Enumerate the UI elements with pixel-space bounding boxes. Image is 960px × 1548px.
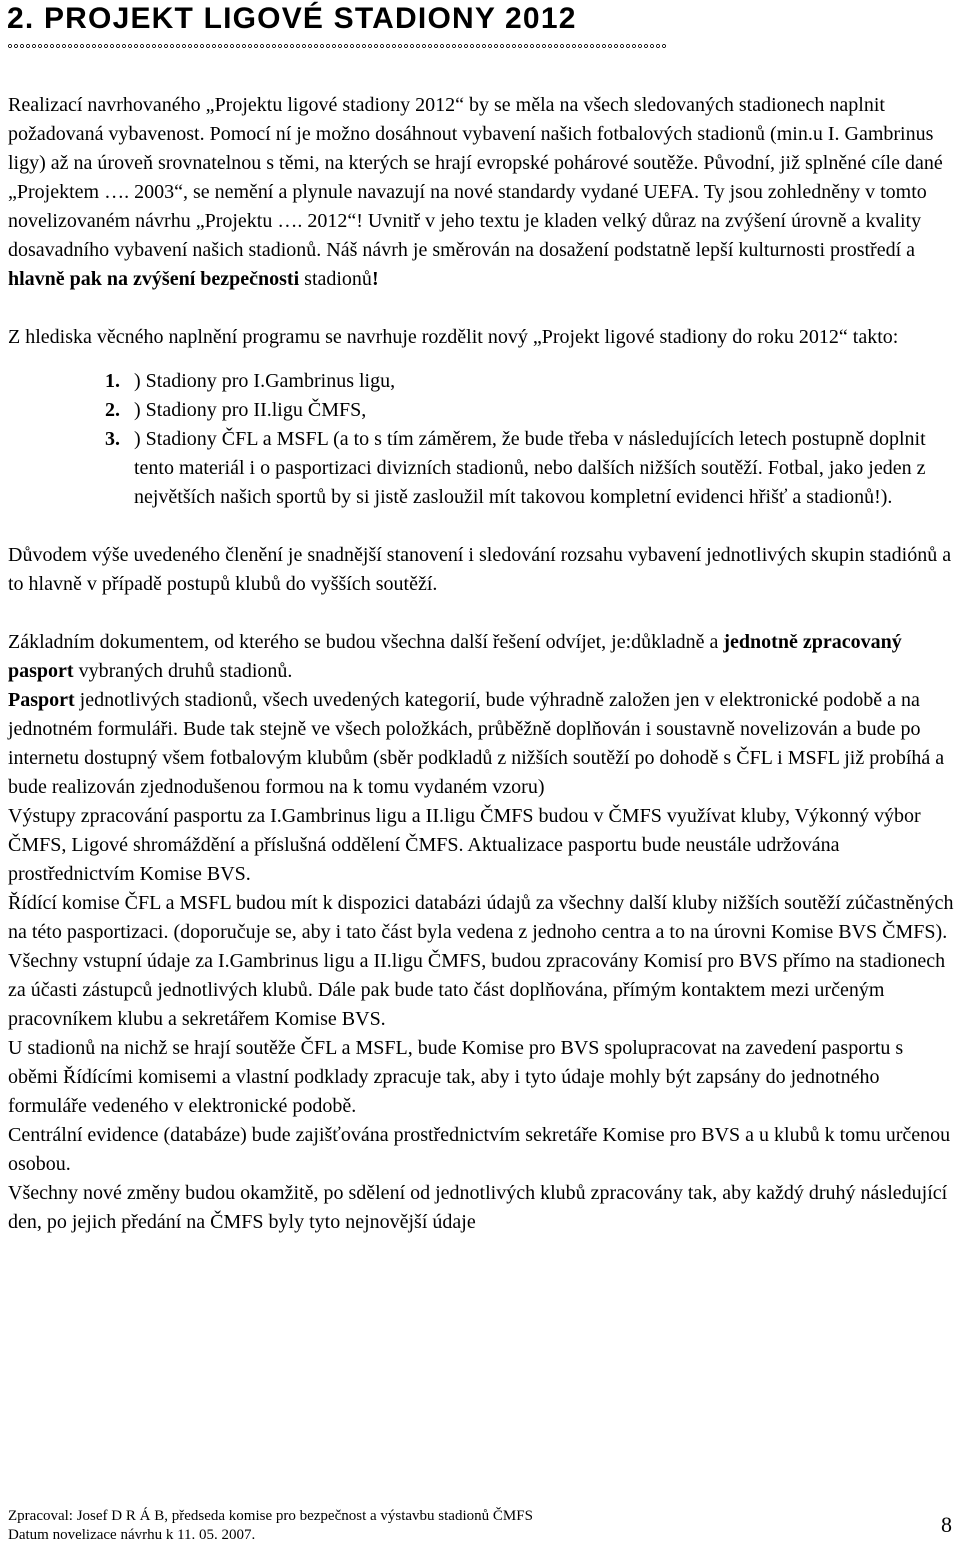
paragraph-pasport-text: jednotlivých stadionů, všech uvedených kategorií, bude výhradně založen jen v elektronické podobě a na jednotném formuláři. Bude tak stejně ve všech položkách, průběžně doplňován i soustavně novelizován a bude po internetu dostupný všem fotbalovým klubům (sběr podkladů z nižších soutěží po dohodě s ČFL i MSFL již probíhá a bude realizován zjednodušenou formou na k tomu vydaném vzoru)	[8, 689, 945, 798]
paragraph-cfl-msfl: U stadionů na nichž se hrají soutěže ČFL a MSFL, bude Komise pro BVS spolupracovat na zavedení pasportu s oběmi Řídícími komisemi a vlastní podklady zpracuje tak, aby i tyto údaje mohly být zapsány do jednotného formuláře vedeného v elektronické podobě.	[8, 1037, 904, 1117]
footer-date: Datum novelizace návrhu k 11. 05. 2007.	[8, 1527, 256, 1543]
paragraph-changes: Všechny nové změny budou okamžitě, po sdělení od jednotlivých klubů zpracovány tak, aby každý druhý následující den, po jejich předání na ČMFS byly tyto nejnovější údaje	[8, 1182, 948, 1233]
paragraph-pasport	[8, 686, 956, 802]
paragraph-basic-emphasis: jednotně zpracovaný pasport	[8, 631, 902, 682]
list-item	[8, 367, 956, 396]
paragraph-pasport-emphasis: Pasport	[8, 689, 75, 711]
page-title: 2. PROJEKT LIGOVÉ STADIONY 2012	[7, 2, 577, 35]
page-number: 8	[941, 1512, 952, 1537]
list-item-text: ) Stadiony pro I.Gambrinus ligu,	[134, 370, 396, 392]
document-body	[8, 91, 956, 1237]
list-item-number: 2.	[105, 399, 120, 421]
paragraph-intro-emphasis: hlavně pak na zvýšení bezpečnosti	[8, 268, 300, 290]
paragraph-basic-ending: vybraných druhů stadionů.	[73, 660, 293, 682]
paragraph-basic-text: Základním dokumentem, od kterého se budou všechna další řešení odvíjet, je:důkladně a	[8, 631, 724, 653]
paragraph-central-evidence: Centrální evidence (databáze) bude zajišťována prostřednictvím sekretáře Komise pro BVS a u klubů k tomu určenou osobou.	[8, 1124, 951, 1175]
title-dotted-rule	[7, 43, 667, 49]
paragraph-division: Z hlediska věcného naplnění programu se navrhuje rozdělit nový „Projekt ligové stadiony do roku 2012“ takto:	[8, 326, 899, 348]
paragraph-reason: Důvodem výše uvedeného členění je snadnější stanovení i sledování rozsahu vybavení jednotlivých skupin stadiónů a to hlavně v případě postupů klubů do vyšších soutěží.	[8, 544, 952, 595]
paragraph-intro	[8, 91, 956, 294]
list-item	[8, 396, 956, 425]
paragraph-outputs: Výstupy zpracování pasportu za I.Gambrinus ligu a II.ligu ČMFS budou v ČMFS využívat kluby, Výkonný výbor ČMFS, Ligové shromáždění a příslušná oddělení ČMFS. Aktualizace pasportu bude neustále udržována prostřednictvím Komise BVS.	[8, 805, 921, 885]
paragraph-intro-ending: stadionů	[299, 268, 372, 290]
list-item	[8, 425, 956, 512]
paragraph-intro-text: Realizací navrhovaného „Projektu ligové stadiony 2012“ by se měla na všech sledovaných stadionech naplnit požadovaná vybavenost. Pomocí ní je možno dosáhnout vybavení našich fotbalových stadionů (min.u I. Gambrinus ligy) až na úroveň srovnatelnou s těmi, na kterých se hrají evropské pohárové soutěže. Původní, již splněné cíle dané „Projektem …. 2003“, se nemění a plynule navazují na nové standardy vydané UEFA. Ty jsou zohledněny v tomto novelizovaném návrhu „Projektu …. 2012“! Uvnitř v jeho textu je kladen velký důraz na zvýšení úrovně a kvality dosavadního vybavení našich stadionů. Náš návrh je směrován na dosažení podstatně lepší kulturnosti prostředí a	[8, 94, 943, 261]
page-footer	[8, 1507, 533, 1545]
list-item-text: ) Stadiony pro II.ligu ČMFS,	[134, 399, 367, 421]
footer-author: Zpracoval: Josef D R Á B, předseda komise pro bezpečnost a výstavbu stadionů ČMFS	[8, 1508, 533, 1524]
stadium-category-list	[8, 367, 956, 512]
paragraph-intro-exclamation: !	[371, 268, 379, 290]
paragraph-basic-document	[8, 628, 956, 686]
list-item-text: ) Stadiony ČFL a MSFL (a to s tím záměrem, že bude třeba v následujících letech postupně doplnit tento materiál i o pasportizaci divizních stadionů, nebo dalších nižších soutěží. Fotbal, jako jeden z největších našich sportů by si jistě zasloužil mít takovou kompletní evidenci hřišť a stadionů!).	[134, 428, 926, 508]
list-item-number: 3.	[105, 428, 120, 450]
paragraph-commissions: Řídící komise ČFL a MSFL budou mít k dispozici databázi údajů za všechny další kluby nižších soutěží zúčastněných na této pasportizaci. (doporučuje se, aby i tato část byla vedena z jednoho centra a to na úrovni Komise BVS ČMFS).	[8, 892, 954, 943]
list-item-number: 1.	[105, 370, 120, 392]
paragraph-input-data: Všechny vstupní údaje za I.Gambrinus ligu a II.ligu ČMFS, budou zpracovány Komisí pro BVS přímo na stadionech za účasti zástupců jednotlivých klubů. Dále pak bude tato část doplňována, přímým kontaktem mezi určeným pracovníkem klubu a sekretářem Komise BVS.	[8, 950, 946, 1030]
